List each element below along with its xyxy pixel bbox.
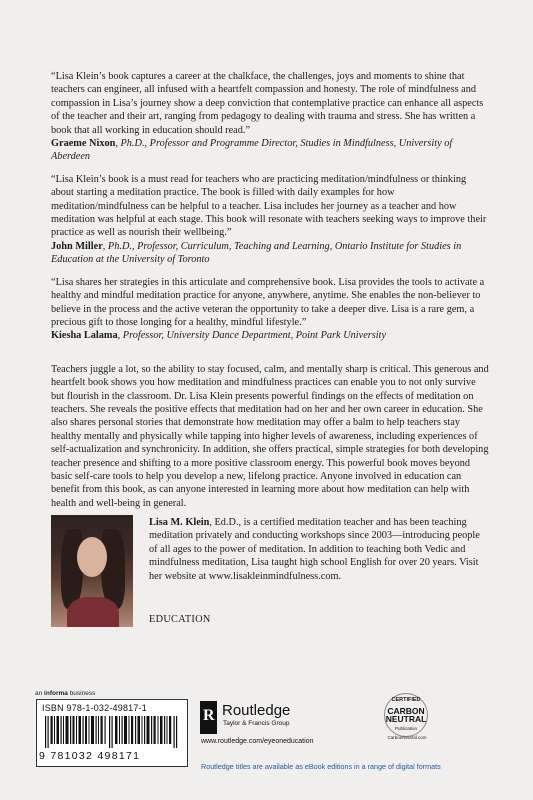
endorsement-attribution <box>51 329 491 342</box>
author-photo <box>51 515 133 627</box>
endorser-role: , Professor, University Dance Department, Point Park University <box>117 330 387 342</box>
endorsement-3 <box>51 276 491 343</box>
endorser-name: Graeme Nixon <box>51 138 116 150</box>
ebook-availability-note: Routledge titles are available as eBook editions in a range of digital formats <box>201 762 441 771</box>
carbon-neutral-url: CarbonNeutral.com <box>387 735 427 740</box>
carbon-neutral-badge <box>384 693 428 741</box>
informa-brand: informa <box>44 690 68 697</box>
carbon-certified-label: CERTIFIED <box>391 697 421 703</box>
carbon-line2: NEUTRAL <box>385 714 427 724</box>
book-description: Teachers juggle a lot, so the ability to stay focused, calm, and mentally sharp is critical. This generous and heartfelt book shows you how meditation and mindfulness practices can enable you to not only survive but flourish in the classroom. Dr. Lisa Klein presents powerful findings on the effects of meditation on teachers. She reveals the positive effects that meditation had on her and her own career in education. She also shares personal stories that demonstrate how meditation may offer a balm to help teachers stay healthy mentally and physically while tapping into higher levels of awareness, including experiences of self-actualization and synchronicity. In addition, she offers practical, simple strategies for both developing teacher presence and shifting to a more positive classroom energy. This powerful book moves beyond basic self-care tools to help you develop a new, lifelong practice. Anyone involved in education can benefit from this book, as can anyone interested in learning more about how meditation can help with health and well-being in general. <box>51 363 489 509</box>
endorsement-quote: “Lisa shares her strategies in this articulate and comprehensive book. Lisa provides the tools to activate a healthy and mindful meditation practice for anyone, anywhere, anytime. She enables the non-believer to believe in the process and the active veteran the opportunity to take a deeper dive. Lisa is a rare gem, a precious gift to those longing for a healthy, mindful lifestyle.” <box>51 276 485 328</box>
endorsement-quote: “Lisa Klein’s book captures a career at the chalkface, the challenges, joys and moments to shine that teachers can engineer, all infused with a heartfelt compassion and honesty. The role of mindfulness and compassion in Lisa’s journey show a deep conviction that contemplative practice can enhance all aspects of the teacher and their art, ranging from pedagogy to dealing with trauma and stress. She has written a book that all working in education should read.” <box>51 71 484 136</box>
endorser-name: Kiesha Lalama <box>51 330 118 342</box>
endorsement-attribution <box>51 137 491 164</box>
informa-business-line <box>35 690 95 697</box>
endorsement-quote: “Lisa Klein’s book is a must read for teachers who are practicing meditation/mindfulness or thinking about starting a meditation practice. The book is filled with daily examples for how meditation/mindfulness can be helpful to a teacher. Lisa includes her journey as a teacher and how meditation was helpful at each stage. This book will resonate with teachers seeking ways to improve their practice as well as nourish their wellbeing.” <box>51 173 487 239</box>
routledge-logo-icon: R <box>200 701 217 734</box>
carbon-neutral-label <box>380 707 432 723</box>
author-bio <box>149 516 489 583</box>
endorser-role: , Ph.D., Professor and Programme Director, Studies in Mindfulness, University of Aberdeen <box>51 138 453 163</box>
publisher-group: Taylor & Francis Group <box>223 720 290 727</box>
barcode-bars <box>45 716 179 748</box>
ean-digits: 9 781032 498171 <box>39 750 141 762</box>
isbn-label: ISBN 978-1-032-49817-1 <box>42 703 147 713</box>
author-bio-text: , Ed.D., is a certified meditation teacher and has been teaching meditation privately and conducting workshops since 2003—introducing people of all ages to the power of meditation. In addition to teaching both Vedic and mindfulness meditation, Lisa taught high school English for over 20 years. Visit her website at www.lisakleinmindfulness.com. <box>149 517 480 582</box>
endorsement-attribution <box>51 240 491 267</box>
endorser-name: John Miller <box>51 240 103 252</box>
carbon-line1: CARBON <box>387 706 425 716</box>
endorsement-1 <box>51 70 491 164</box>
informa-prefix: an <box>35 690 45 697</box>
endorsement-2 <box>51 173 491 267</box>
publisher-url[interactable]: www.routledge.com/eyeoneducation <box>201 738 314 745</box>
back-cover-text <box>51 70 491 510</box>
carbon-publication-label: Publication <box>394 726 417 731</box>
publisher-name: Routledge <box>222 702 291 719</box>
isbn-barcode <box>36 699 188 767</box>
subject-category: EDUCATION <box>149 614 211 625</box>
informa-suffix: business <box>67 690 96 697</box>
author-name: Lisa M. Klein <box>149 517 210 528</box>
endorser-role: , Ph.D., Professor, Curriculum, Teaching and Learning, Ontario Institute for Studies in Education at the University of Toronto <box>51 240 462 266</box>
